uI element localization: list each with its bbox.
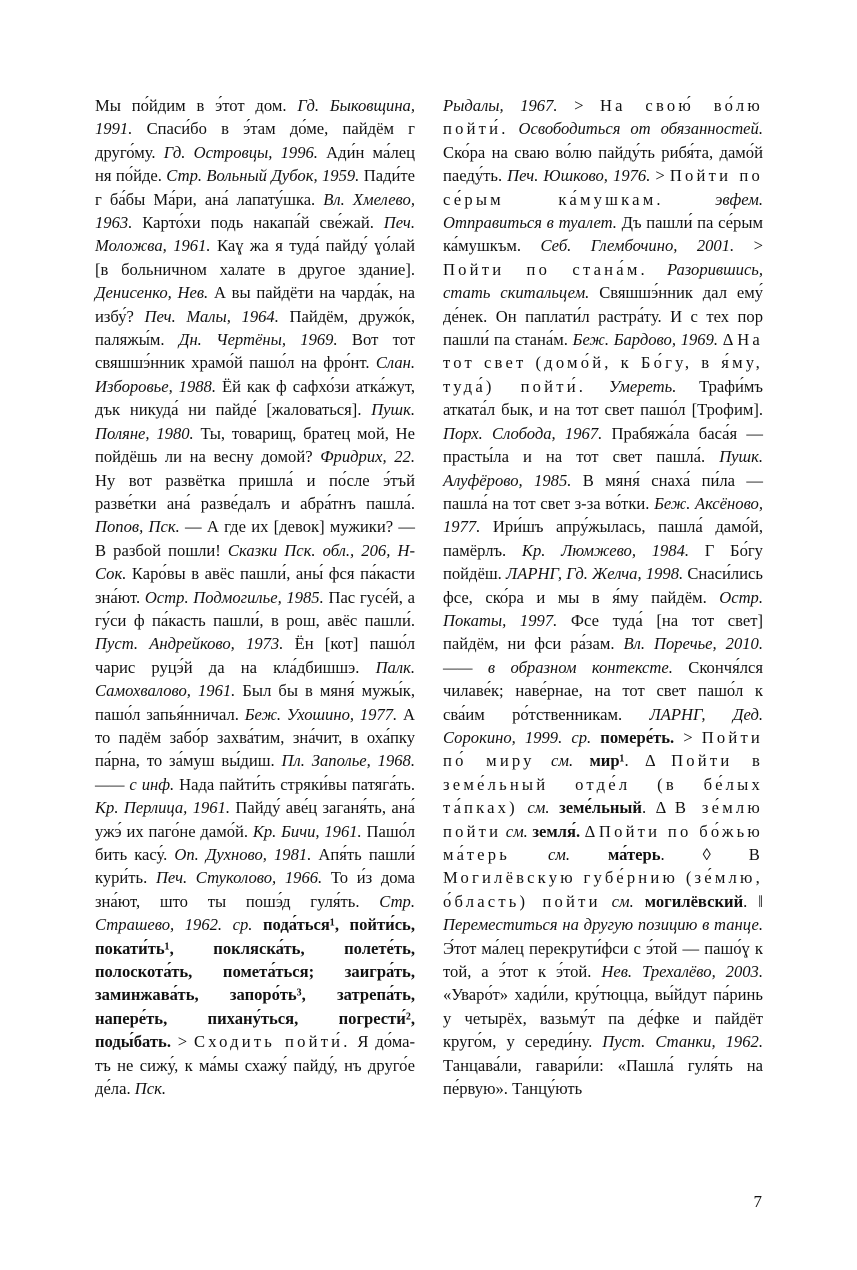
italic-citation: Кр. Люмжево, 1984. — [521, 540, 690, 560]
italic-citation: Пушк. Поляне, 1980. — [95, 400, 415, 443]
text-run: Ты, товарищ, братец мой, Не пойдёшь ли на весну домой? — [95, 423, 415, 467]
text-run — [586, 377, 609, 396]
text-run: Г Бо́гу пойдёш. — [443, 540, 763, 584]
italic-citation: Гд. Островцы, 1996. — [163, 142, 318, 162]
italic-citation: Беж. Ухошино, 1977. — [244, 704, 398, 724]
italic-citation: Печ. Малы, 1964. — [144, 306, 279, 326]
italic-citation: Беж. Аксёново, 1977. — [443, 493, 763, 537]
spaced-phrase: В Могилёвскую губе́рнию (зе́млю, о́бласть) пойти — [443, 845, 763, 911]
italic-citation: Печ. Юшково, 1976. — [507, 166, 651, 186]
italic-citation: Себ. Глембочино, 2001. — [540, 236, 735, 256]
italic-citation: Стр. Страшево, 1962. ср. — [95, 891, 415, 935]
text-run: Ади́н ма́лец ня по́йде. — [95, 142, 415, 186]
text-run: Фсе туда́ [на тот свет] пайдём, ни фси ра́зам. — [443, 610, 763, 654]
text-run: > — [557, 96, 600, 115]
italic-citation: ЛАРНГ, Дед. Сорокино, 1999. ср. — [443, 704, 763, 747]
spaced-phrase: Сходить пойти́. — [193, 1032, 351, 1052]
text-run: Апя́ть пашли́ кури́ть. — [95, 845, 416, 888]
italic-citation: Пушк. Алуфёрово, 1985. — [443, 447, 763, 490]
text-run: Нада пайти́ть стряки́вы патяга́ть. — [174, 774, 415, 794]
spaced-phrase: Пойти в земе́льный отде́л (в бе́лых та́пках) — [443, 751, 763, 818]
italic-citation: Стр. Вольный Дубок, 1959. — [166, 166, 360, 186]
text-run: Каɣ жа я туда́ пайду́ ɣо́лай [в больничном халате в другое здание]. — [95, 236, 415, 279]
bold-headword: пода́ться¹, пойти́сь, покати́ть¹, покляска́ть, полете́ть, полоскота́ть, помета́ться; заигра́ть, заминжава́ть, запоро́ть³, затрепа́ть, напере́ть, пихану́ться, погрести́², поды́бать. — [95, 915, 415, 1052]
text-run: «Уваро́т» хади́ли, кру́тюцца, вы́йдут па́ринь у четырёх, вазьму́т па де́фке и пайдёт круго́м, у середи́ну. — [443, 985, 763, 1052]
text-run: Δ — [718, 330, 738, 350]
text-run — [550, 798, 560, 817]
text-run — [573, 751, 589, 770]
italic-citation: Переместиться на другую позицию в танце. — [443, 915, 763, 935]
italic-citation: ЛАРНГ, Гд. Желча, 1998. — [505, 564, 684, 584]
italic-citation: Кр. Бичи, 1961. — [252, 821, 362, 841]
text-run: Пайду́ аве́ц заганя́ть, ана́ ужэ́ их паго́не дамо́й. — [95, 798, 415, 841]
italic-citation: эвфем. Отправиться в туалет. — [443, 189, 763, 233]
bold-headword: земля́. — [532, 821, 581, 841]
spaced-phrase: Пойти по́ миру — [443, 727, 764, 771]
text-run — [601, 892, 612, 911]
text-run: То и́з дома зна́ют, што ты пошэ́д гуля́ть. — [95, 868, 415, 911]
text-run: Ён [кот] пашо́л чарис руцэ́й да на кла́дбишшэ. — [95, 634, 415, 677]
italic-citation: см. — [505, 821, 528, 841]
text-run: Скончя́лся чилаве́к; наве́рнае, на тот свет пашо́л к сва́им ро́тственникам. — [443, 657, 763, 724]
italic-citation: Палк. Самохвалово, 1961. — [95, 657, 415, 701]
text-run: Пас гусе́й, а гу́си ф па́касть пашли́, в рош, авёс пашли́. — [95, 587, 416, 630]
text-run: > — [674, 727, 702, 747]
text-run: Прабяжа́ла баса́я — прасты́ла и на тот свет пашла́. — [443, 423, 763, 467]
italic-citation: Фридрих, 22. — [320, 447, 415, 467]
text-run: Снаси́лись фсе, ско́ра и мы в я́му пайдём. — [443, 564, 763, 607]
italic-citation: Печ. Моложва, 1961. — [95, 213, 415, 256]
page-number: 7 — [753, 1192, 762, 1211]
text-run: Танцава́ли, гавари́ли: «Пашла́ гуля́ть на пе́рвую». Танцу́ють — [443, 1055, 763, 1099]
italic-citation: Сказки Пск. обл., 206, Н-Сок. — [95, 540, 415, 584]
text-run — [664, 190, 715, 209]
italic-citation: Остр. Покаты, 1997. — [443, 587, 763, 630]
text-run: Пайдём, дружо́к, паляжы́м. — [95, 306, 415, 350]
text-run: Был бы в мяня́ мужы́к, пашо́л запья́нничал. — [95, 681, 415, 724]
text-run — [510, 845, 548, 864]
text-run — [591, 728, 600, 747]
italic-citation: см. — [551, 751, 574, 771]
text-run — [648, 260, 667, 279]
bold-headword: земе́льный — [559, 798, 642, 818]
italic-citation: Вл. Поречье, 2010. —— в образном контексте. — [443, 634, 763, 677]
text-run — [518, 798, 528, 817]
text-run: Каро́вы в авёс пашли́, аны́ фся па́касти зна́ют. — [95, 564, 415, 607]
text-run: — А где их [девок] мужики? — В разбой пошли! — [95, 517, 415, 560]
spaced-phrase: Пойти по стана́м. — [443, 259, 648, 279]
italic-citation: см. — [527, 798, 550, 818]
text-run: А вы пайдёти на чарда́к, на избу́? — [95, 283, 415, 326]
text-run: > — [734, 236, 763, 256]
text-run — [535, 751, 551, 770]
text-run: Пади́те г ба́бы Ма́ри, ана́ лапату́шка. — [95, 166, 416, 209]
italic-citation: Рыдалы, 1967. — [443, 96, 558, 115]
bold-headword: мир¹ — [589, 751, 625, 771]
italic-citation: Слан. Изборовье, 1988. — [95, 353, 415, 396]
italic-citation: Гд. Быковщина, 1991. — [95, 96, 415, 139]
italic-citation: Печ. Стуколово, 1966. — [155, 868, 323, 888]
text-run: Трафи́мъ атката́л бык, и на тот свет пашо́л [Трофим]. — [443, 376, 763, 420]
italic-citation: см. — [611, 891, 634, 911]
text-run: Я до́ма-тъ не сижу́, к ма́мы схажу́ пайду́, нъ друго́е де́ла. — [95, 1032, 416, 1099]
text-run — [570, 845, 608, 864]
text-run: > — [650, 166, 670, 186]
text-run: Вот тот свяшшэ́нник храмо́й пашо́л на фро́нт. — [95, 330, 416, 373]
text-run: . Δ — [641, 798, 675, 818]
italic-citation: Денисенко, Нев. — [95, 283, 209, 303]
italic-citation: Порх. Слобода, 1967. — [443, 423, 603, 443]
text-run: Карто́хи подь накапа́й све́жай. — [132, 213, 384, 233]
italic-citation: Кр. Перлица, 1961. — [95, 798, 231, 818]
italic-citation: Дн. Чертёны, 1969. — [178, 330, 338, 350]
text-run: Ири́шъ апру́жылась, пашла́ дамо́й, памёрлъ. — [443, 517, 763, 560]
text-run: > — [170, 1032, 194, 1052]
italic-citation: Пуст. Андрейково, 1973. — [95, 634, 284, 654]
italic-citation: Разорившись, стать скитальцем. — [443, 259, 764, 303]
bold-headword: помере́ть. — [600, 727, 675, 747]
italic-citation: Умереть. — [608, 376, 677, 396]
italic-citation: Вл. Хмелево, 1963. — [95, 189, 415, 233]
spaced-phrase: В зе́млю пойти — [443, 798, 763, 841]
text-run: Свяшшэ́нник дал ему́ де́нек. Он паплати́л растра́ту. И с тех пор пашли́ па стана́м. — [443, 283, 763, 350]
text-run: В мяня́ снаха́ пи́ла — пашла́ на тот свет з-за во́тки. — [443, 470, 763, 513]
bold-headword: могилёвский — [644, 891, 744, 911]
text-run: Ско́ра на сваю во́лю пайду́ть рибя́та, дамо́й паеду́ть. — [443, 142, 763, 186]
text-run — [509, 119, 519, 138]
spaced-phrase: На свою́ во́лю пойти́. — [443, 96, 763, 139]
spaced-phrase: Пойти по бо́жью ма́терь — [443, 821, 763, 864]
text-run: А то падём забо́р захва́тим, зна́чит, в оха́пку па́рна, то за́муш вы́диш. — [95, 704, 416, 771]
text-run: . ◊ — [660, 845, 749, 864]
italic-citation: см. — [547, 845, 571, 864]
text-run: Мы по́йдим в э́тот дом. — [95, 96, 298, 115]
left-column — [95, 94, 415, 1100]
right-column — [443, 94, 763, 1100]
bold-headword: ма́терь — [607, 845, 661, 864]
text-run: Э́тот ма́лец перекрути́фси с э́той — пашо́ɣ к той, а э́тот к э́той. — [443, 938, 763, 982]
spaced-phrase: На тот свет (домо́й, к Бо́гу, в я́му, туда́) пойти́. — [443, 330, 763, 396]
italic-citation: Попов, Пск. — [95, 517, 180, 537]
text-run: Спаси́бо в э́там до́ме, пайдём г друго́му. — [95, 119, 415, 162]
text-run: Ёй как ф сафхо́зи атка́жут, дък никуда́ ни пайде́ [жаловаться]. — [95, 376, 416, 420]
italic-citation: Пск. — [134, 1079, 167, 1099]
text-run — [252, 915, 263, 934]
text-run: Дъ пашли́ па се́рым ка́мушкъм. — [443, 213, 763, 256]
text-run: . Δ — [624, 751, 672, 771]
italic-citation: Беж. Бардово, 1969. — [572, 330, 719, 350]
text-run: Пашо́л бить касу́. — [95, 821, 415, 864]
italic-citation: Оп. Духново, 1981. — [174, 845, 312, 864]
text-run: Ну вот развётка пришла́ и по́сле э́тъй разве́тки ана́ разве́далъ и абра́тнъ пашла́. — [95, 470, 415, 513]
text-run: Δ — [580, 821, 599, 841]
text-run: . ‖ — [743, 891, 763, 911]
spaced-phrase: Пойти по се́рым ка́мушкам. — [443, 166, 763, 209]
italic-citation: Нев. Трехалёво, 2003. — [601, 962, 763, 982]
italic-citation: Пл. Заполье, 1968. —— с инф. — [95, 751, 415, 794]
text-run — [634, 892, 645, 911]
italic-citation: Остр. Подмогилье, 1985. — [144, 587, 324, 607]
italic-citation: Освободиться от обязанностей. — [518, 119, 763, 139]
italic-citation: Пуст. Станки, 1962. — [602, 1032, 763, 1052]
